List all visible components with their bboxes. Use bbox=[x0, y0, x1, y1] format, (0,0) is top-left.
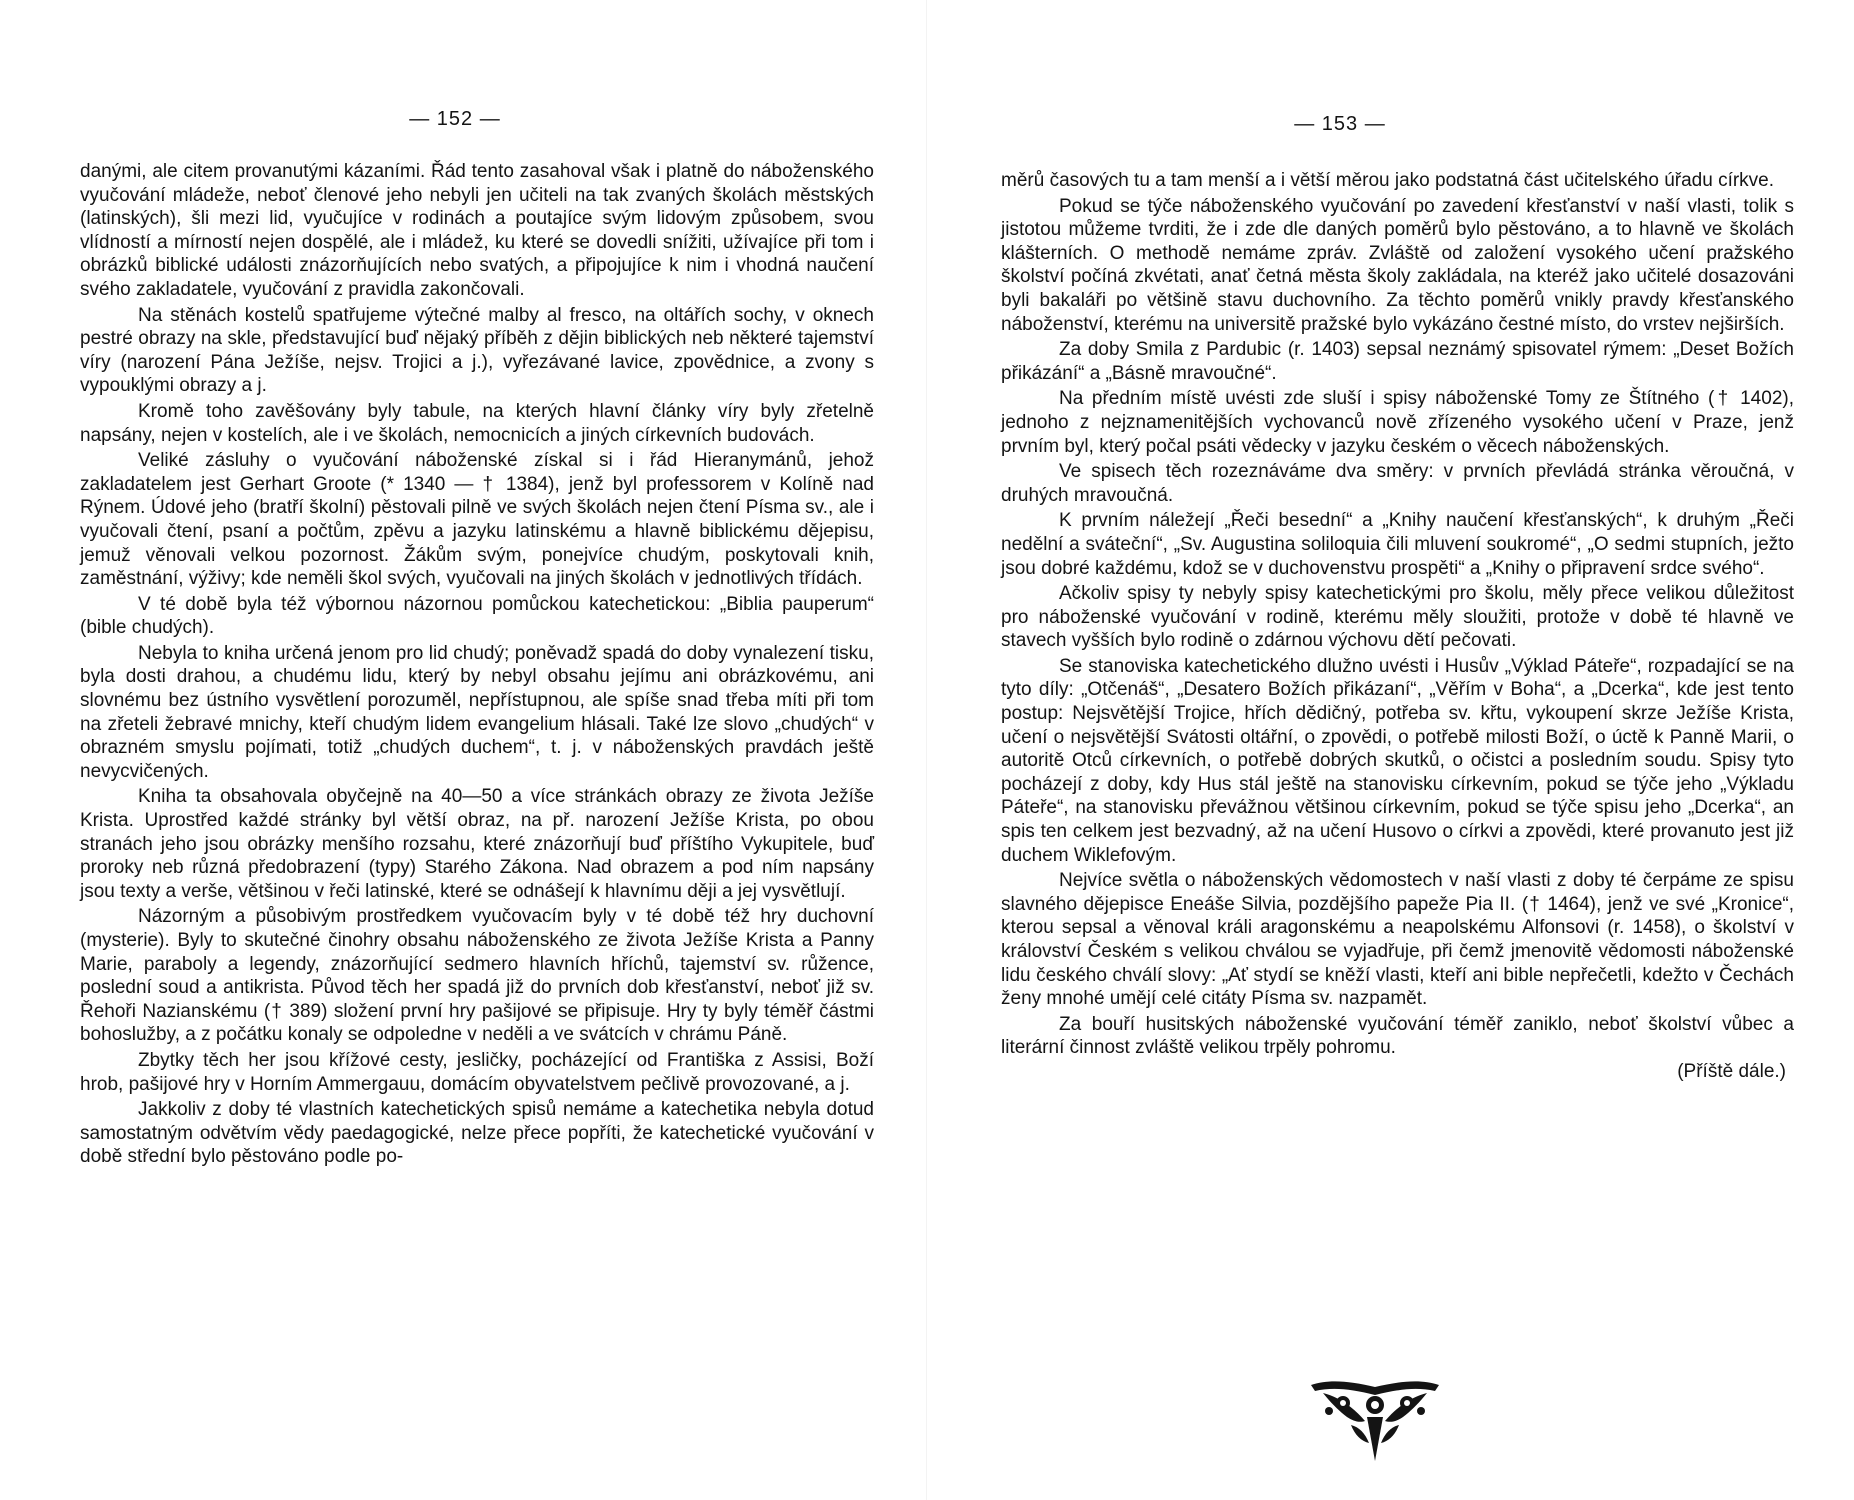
paragraph: Za doby Smila z Pardubic (r. 1403) sepsal neznámý spisovatel rýmem: „Deset Božích přikázání“ a „Básně mravoučné“. bbox=[1001, 339, 1794, 384]
paragraph: Zbytky těch her jsou křížové cesty, jesličky, pocházející od Františka z Assisi, Boží hrob, pašijové hry v Horním Ammergauu, domácím obyvatelstvem pečlivě provozované, a j. bbox=[80, 1049, 874, 1095]
paragraph: Nejvíce světla o náboženských vědomostech v naší vlasti z doby té čerpáme ze spisu slavného dějepisce Eneáše Silvia, pozdějšího papeže Pia II. († 1464), jenž ve své „Kronice“, kterou sepsal a věnoval králi aragonskému a neapolskému Alfonsovi (r. 1458), o školství v království Českém s velikou chválou se vyjadřuje, při čemž jmenovitě vědomosti náboženské lidu českého chválí slovy: „Ať stydí se kněží vlasti, kteří ani bible nepřečetli, kdežto v Čechách ženy mnohé umějí celé citáty Písma sv. nazpamět. bbox=[1001, 870, 1794, 1010]
text-column bbox=[80, 160, 874, 1169]
page-number: — 153 — bbox=[1294, 113, 1386, 135]
paragraph: Nebyla to kniha určená jenom pro lid chudý; poněvadž spadá do doby vynalezení tisku, byla dosti drahou, a chudému lidu, který by nebyl obsahu jejímu ani obrázkovému, ani slovnému bez ústního vysvětlení porozuměl, nepřístupnou, ale spíše snad třeba míti při tom na zřeteli žebravé mnichy, kteří chudým lidem evangelium hlásali. Také lze slovo „chudých“ v obrazném smyslu pojímati, totiž „chudých duchem“, t. j. v náboženských pravdách ještě nevycvičených. bbox=[80, 642, 874, 782]
paragraph: měrů časových tu a tam menší a i větší měrou jako podstatná část učitelského úřadu církve. bbox=[1001, 170, 1775, 191]
paragraph: Pokud se týče náboženského vyučování po zavedení křesťanství v naší vlasti, tolik s jistotou můžeme tvrditi, že i zde dle daných poměrů bylo pěstováno, a to hlavně ve školách klášterních. O methodě nemáme zpráv. Zvláště od založení vysokého učení pražského školství počíná zkvétati, anať četná města školy zakládala, na kteréž jako učitelé dosazováni byli bakaláři po většině stavu duchovního. Za těchto poměrů vnikly pravdy křesťanského náboženství, kterému na universitě pražské bylo vykázáno čestné místo, do vrstev nejširších. bbox=[1001, 195, 1794, 335]
paragraph: Kromě toho zavěšovány byly tabule, na kterých hlavní články víry byly zřetelně napsány, nejen v kostelích, ale i ve školách, nemocnicích a jiných církevních budovách. bbox=[80, 400, 874, 446]
paragraph: Ve spisech těch rozeznáváme dva směry: v prvních převládá stránka věroučná, v druhých mravoučná. bbox=[1001, 461, 1794, 506]
paragraph: Jakkoliv z doby té vlastních katechetických spisů nemáme a katechetika nebyla dotud samostatným odvětvím vědy paedagogické, nelze přece popříti, že katechetické vyučování v době střední bylo pěstováno podle po- bbox=[80, 1099, 874, 1168]
paragraph: Se stanoviska katechetického dlužno uvésti i Husův „Výklad Páteře“, rozpadající se na tyto díly: „Otčenáš“, „Desatero Božích přikázaní“, „Věřím v Boha“, a „Dcerka“, kde jest tento postup: Nejsvětější Trojice, hřích dědičný, potřeba sv. křtu, vykoupení skrze Ježíše Krista, učení o nejsvětější Svátosti oltářní, o zpovědi, o potřebě milosti Boží, o úctě k Panně Marii, o autoritě Otců církevních, o potřebě dobrých skutků, o očistci a posledním soudu. Spisy tyto pocházejí z doby, kdy Hus stál ještě na stanovisku církevním, pokud se týče jeho „Výkladu Páteře“, na stanovisku převážnou většinou církevním, pokud se týče spisu jeho „Dcerka“, an spis ten celkem jest bezvadný, až na učení Husovo o církvi a zpovědi, které provanuto jest již duchem Wiklefovým. bbox=[1001, 655, 1794, 866]
paragraph: V té době byla též výbornou názornou pomůckou katechetickou: „Biblia pauperum“ (bible chudých). bbox=[80, 593, 874, 639]
paragraph: Na stěnách kostelů spatřujeme výtečné malby al fresco, na oltářích sochy, v oknech pestré obrazy na skle, představující buď nějaký příběh z dějin biblických neb některé tajemství víry (narození Pána Ježíše, nejsv. Trojici a j.), vyřezávané lavice, zpovědnice, a zvony s vypouklými obrazy a j. bbox=[80, 304, 874, 397]
text-column bbox=[1001, 169, 1794, 1086]
paragraph: K prvním náležejí „Řeči besední“ a „Knihy naučení křesťanských“, k druhým „Řeči nedělní a sváteční“, „Sv. Augustina soliloquia čili mluvení soukromé“, „O sedmi stupních, ježto jsou dobré každému, kdož se v duchovenstvu prospěti“ a „Knihy o připravení srdce svého“. bbox=[1001, 510, 1794, 579]
paragraph: Na předním místě uvésti zde sluší i spisy náboženské Tomy ze Štítného († 1402), jednoho z nejznamenitějších vychovanců nově zřízeného vysokého učení v Praze, jenž prvním byl, který počal psáti vědecky v jazyku českém o věcech náboženských. bbox=[1001, 388, 1794, 457]
floral-vignette-ornament-icon bbox=[1309, 1377, 1441, 1463]
paragraph: Veliké zásluhy o vyučování náboženské získal si i řád Hieranymánů, jehož zakladatelem jest Gerhart Groote (* 1340 — † 1384), jenž byl professorem v Kolíně nad Rýnem. Údové jeho (bratří školní) pěstovali pilně ve svých školách nejen čtení Písma sv., ale i vyučovali čtení, psaní a počtům, zpěvu a jazyku latinskému a hlavně biblickému dějepisu, jemuž věnovali velkou pozornost. Žákům svým, ponejvíce chudým, poskytovali knih, zaměstnání, výživy; kde neměli škol svých, vyučovali na jiných školách v jednotlivých třídách. bbox=[80, 450, 874, 590]
page-number: — 152 — bbox=[409, 108, 501, 130]
continuation-note: (Příště dále.) bbox=[1677, 1060, 1786, 1082]
paragraph: Názorným a působivým prostředkem vyučovacím byly v té době též hry duchovní (mysterie). Byly to skutečné činohry obsahu náboženského ze života Ježíše Krista a Panny Marie, paraboly a legendy, znázorňující sedmero hlavních hříchů, tajemství sv. růžence, poslední soud a antikrista. Původ těch her spadá již do prvních dob křesťanství, neboť již sv. Řehoři Nazianskému († 389) složení první hry pašijové se připisuje. Hry ty byly téměř částmi bohoslužby, a z počátku konaly se odpoledne v neděli a ve svátcích v chrámu Páně. bbox=[80, 906, 874, 1046]
paragraph: danými, ale citem provanutými kázaními. Řád tento zasahoval však i platně do náboženského vyučování mládeže, neboť členové jeho nebyli jen učiteli na tak zvaných školách městských (latinských), šli mezi lid, vyučujíce v rodinách a poutajíce svým lidovým způsobem, svou vlídností a mírností nejen dospělé, ale i mládež, ku které se dovedli snížiti, užívajíce při tom i obrázků biblické události znázorňujících nebo svatých, a připojujíce k nim i vhodná naučení svého zakladatele, vyučování z pravidla zakončovali. bbox=[80, 161, 874, 300]
paragraph: Za bouří husitských náboženské vyučování téměř zaniklo, neboť školství vůbec a literární činnost zvláště velikou trpěly pohromu. bbox=[1001, 1013, 1794, 1059]
paragraph: Ačkoliv spisy ty nebyly spisy katechetickými pro školu, měly přece velikou důležitost pro náboženské vyučování v rodině, kterému měly sloužiti, protože v době té hlavně ve stavech vyšších bylo rodině o zdárnou výchovu dětí pečovati. bbox=[1001, 583, 1794, 652]
paragraph: Kniha ta obsahovala obyčejně na 40—50 a více stránkách obrazy ze života Ježíše Krista. Uprostřed každé stránky byl větší obraz, na př. narození Ježíše Krista, po obou stranách jeho jsou obrázky menšího rozsahu, které znázorňují buď příštího Vykupitele, buď proroky neb různá předobrazení (typy) Starého Zákona. Nad obrazem a pod ním napsány jsou texty a verše, většinou v řeči latinské, které se odnášejí k hlavnímu ději a jej vysvětlují. bbox=[80, 786, 874, 902]
right-page bbox=[927, 0, 1854, 1500]
